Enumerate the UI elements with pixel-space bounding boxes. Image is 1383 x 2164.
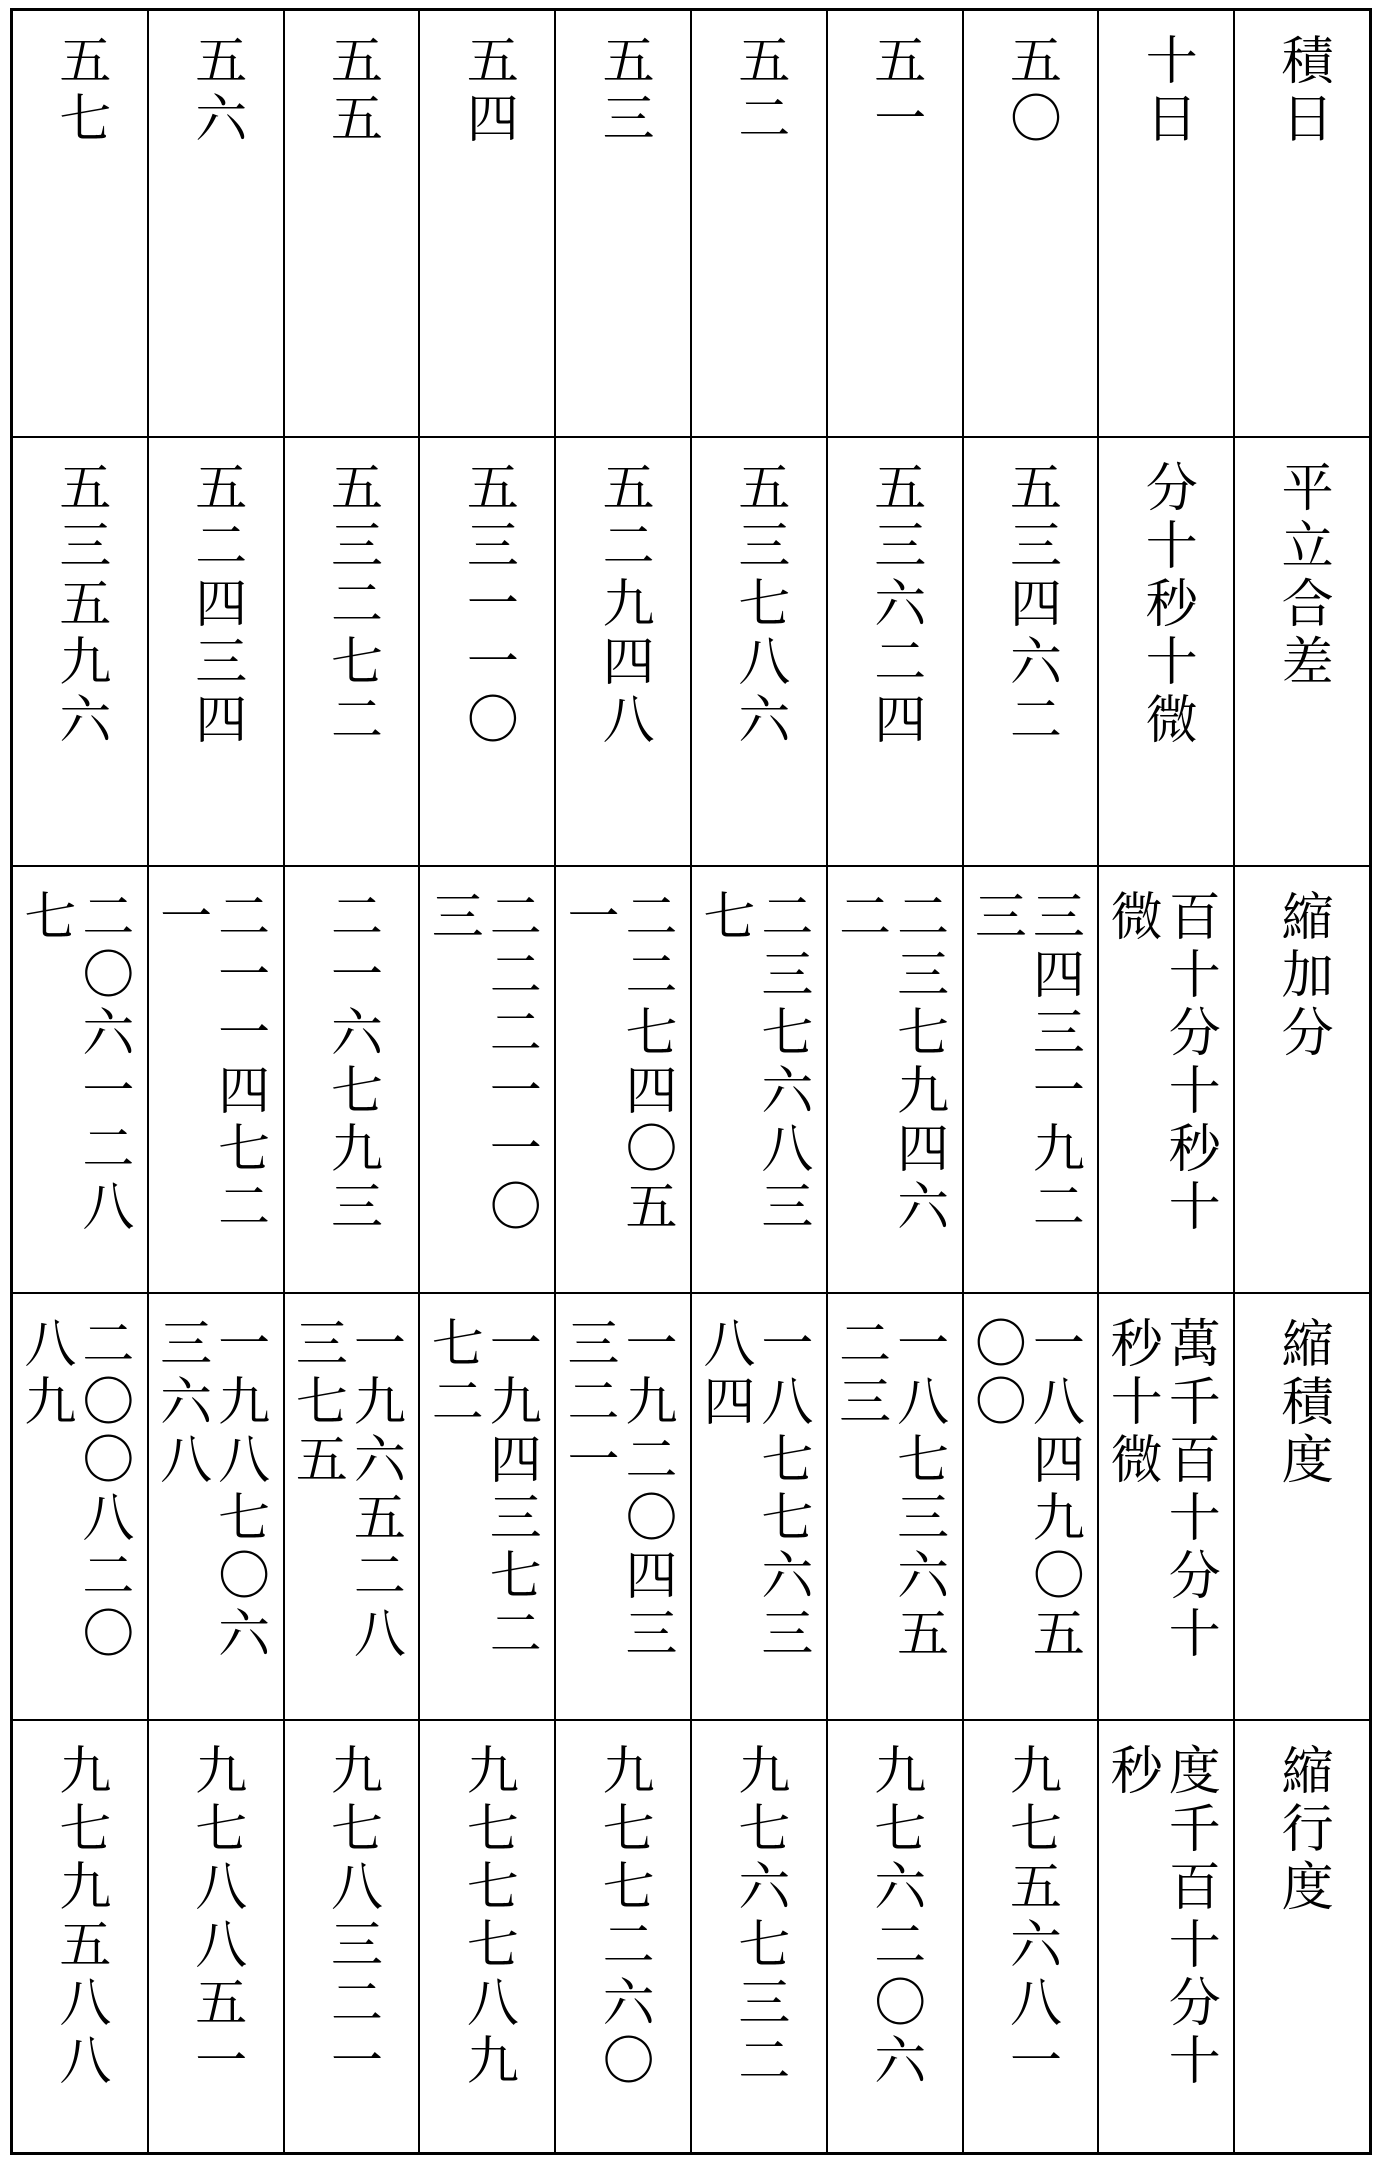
cell-main-text: 一九四三七二 xyxy=(480,1315,541,1664)
cell-main-text: 一八七三六五 xyxy=(887,1315,948,1664)
cell-text: 九七八八五一 xyxy=(185,1743,246,2092)
cell-sub-text: 三二一 xyxy=(558,1315,619,1490)
cell-text: 五三 xyxy=(593,33,654,149)
cell-sub-text: 秒 xyxy=(1101,1743,1162,1802)
table-column-9 xyxy=(13,11,147,2152)
table-cell-contraction-add xyxy=(556,867,690,1293)
table-cell-contraction-motion xyxy=(828,1721,962,2152)
table-cell-contraction-degree xyxy=(964,1294,1098,1721)
cell-sub-text: 一 xyxy=(558,889,619,948)
cell-main-text: 二〇六一二八 xyxy=(72,889,133,1238)
cell-sub-text: 七 xyxy=(14,889,75,948)
cell-text: 五四 xyxy=(457,33,518,149)
table-cell-contraction-add xyxy=(828,867,962,1293)
astronomical-table xyxy=(10,8,1372,2155)
cell-sub-text: 秒十微 xyxy=(1101,1315,1162,1490)
cell-main-text: 一九六五二八 xyxy=(344,1315,405,1664)
cell-main-text: 一九二〇四三 xyxy=(616,1315,677,1664)
cell-text: 五二四三四 xyxy=(185,460,246,751)
table-cell-accumulated-days xyxy=(828,11,962,438)
table-cell-accumulated-days xyxy=(149,11,283,438)
cell-main-text: 三四三一九二 xyxy=(1023,889,1084,1238)
table-cell-contraction-motion xyxy=(420,1721,554,2152)
cell-main-text: 二二二一一〇 xyxy=(480,889,541,1238)
cell-main-text: 二三七九四六 xyxy=(887,889,948,1238)
table-cell-contraction-degree xyxy=(828,1294,962,1721)
table-column-4 xyxy=(690,11,826,2152)
table-cell-accumulated-days xyxy=(13,11,147,438)
cell-main-text: 二〇〇八二〇 xyxy=(72,1315,133,1664)
table-cell-contraction-degree xyxy=(692,1294,826,1721)
table-cell-second-difference xyxy=(1235,438,1369,867)
table-cell-contraction-add xyxy=(13,867,147,1293)
cell-text: 縮行度 xyxy=(1272,1743,1333,1918)
cell-sub-text: 二 xyxy=(829,889,890,948)
table-cell-contraction-degree xyxy=(285,1294,419,1721)
cell-sub-text: 八九 xyxy=(14,1315,75,1432)
table-cell-second-difference xyxy=(828,438,962,867)
table-cell-accumulated-days xyxy=(556,11,690,438)
cell-text: 五三二七二 xyxy=(321,460,382,751)
cell-text: 分十秒十微 xyxy=(1136,460,1197,751)
cell-text: 縮加分 xyxy=(1272,889,1333,1064)
cell-main-text: 二三七六八三 xyxy=(751,889,812,1238)
table-column-5 xyxy=(554,11,690,2152)
table-column-0 xyxy=(1233,11,1369,2152)
cell-sub-text: 三七五 xyxy=(286,1315,347,1490)
cell-main-text: 二二七四〇五 xyxy=(616,889,677,1238)
table-cell-contraction-add xyxy=(964,867,1098,1293)
cell-sub-text: 一 xyxy=(150,889,211,948)
cell-text: 五三四六二 xyxy=(1000,460,1061,751)
cell-text: 五七 xyxy=(49,33,110,149)
cell-text: 九七七七八九 xyxy=(457,1743,518,2092)
cell-main-text: 一八四九〇五 xyxy=(1023,1315,1084,1664)
table-column-1 xyxy=(1097,11,1233,2152)
table-cell-contraction-degree xyxy=(556,1294,690,1721)
table-cell-contraction-add xyxy=(692,867,826,1293)
cell-text: 九七五六八一 xyxy=(1000,1743,1061,2092)
cell-sub-text: 微 xyxy=(1101,889,1162,948)
table-column-2 xyxy=(962,11,1098,2152)
table-cell-contraction-motion xyxy=(285,1721,419,2152)
table-cell-contraction-add xyxy=(149,867,283,1293)
cell-text: 五二 xyxy=(728,33,789,149)
table-cell-contraction-degree xyxy=(420,1294,554,1721)
cell-sub-text: 二三 xyxy=(829,1315,890,1432)
cell-text: 九七七二六〇 xyxy=(593,1743,654,2092)
table-cell-contraction-degree xyxy=(1099,1294,1233,1721)
table-cell-second-difference xyxy=(964,438,1098,867)
table-cell-contraction-add xyxy=(285,867,419,1293)
table-cell-contraction-add xyxy=(1235,867,1369,1293)
cell-text: 縮積度 xyxy=(1272,1315,1333,1490)
cell-sub-text: 七 xyxy=(693,889,754,948)
cell-main-text: 一八七七六三 xyxy=(751,1315,812,1664)
cell-main-text: 一九八七〇六 xyxy=(208,1315,269,1664)
table-cell-second-difference xyxy=(149,438,283,867)
cell-text: 五六 xyxy=(185,33,246,149)
table-cell-accumulated-days xyxy=(420,11,554,438)
cell-main-text: 百十分十秒十 xyxy=(1159,889,1220,1238)
cell-main-text: 二一一四七二 xyxy=(208,889,269,1238)
table-cell-second-difference xyxy=(692,438,826,867)
cell-text: 五五 xyxy=(321,33,382,149)
table-cell-second-difference xyxy=(420,438,554,867)
cell-text: 九七六二〇六 xyxy=(864,1743,925,2092)
cell-sub-text: 三六八 xyxy=(150,1315,211,1490)
cell-text: 九七六七三二 xyxy=(728,1743,789,2092)
cell-text: 九七八三二一 xyxy=(321,1743,382,2092)
table-cell-accumulated-days xyxy=(1235,11,1369,438)
cell-text: 五三五九六 xyxy=(49,460,110,751)
table-cell-second-difference xyxy=(285,438,419,867)
table-column-7 xyxy=(283,11,419,2152)
cell-main-text: 萬千百十分十 xyxy=(1159,1315,1220,1664)
cell-text: 十日 xyxy=(1136,33,1197,149)
cell-main-text: 度千百十分十 xyxy=(1159,1743,1220,2092)
cell-text: 五三六二四 xyxy=(864,460,925,751)
table-cell-contraction-add xyxy=(420,867,554,1293)
table-cell-accumulated-days xyxy=(964,11,1098,438)
cell-text: 五二九四八 xyxy=(593,460,654,751)
table-cell-contraction-degree xyxy=(1235,1294,1369,1721)
table-cell-accumulated-days xyxy=(692,11,826,438)
cell-text: 積日 xyxy=(1272,33,1333,149)
table-cell-contraction-add xyxy=(1099,867,1233,1293)
table-cell-contraction-motion xyxy=(556,1721,690,2152)
table-cell-accumulated-days xyxy=(1099,11,1233,438)
table-cell-contraction-motion xyxy=(149,1721,283,2152)
cell-text: 五〇 xyxy=(1000,33,1061,149)
table-cell-second-difference xyxy=(556,438,690,867)
table-cell-contraction-motion xyxy=(1235,1721,1369,2152)
cell-sub-text: 〇〇 xyxy=(965,1315,1026,1432)
table-column-6 xyxy=(418,11,554,2152)
table-cell-second-difference xyxy=(13,438,147,867)
table-cell-contraction-motion xyxy=(13,1721,147,2152)
table-cell-contraction-degree xyxy=(149,1294,283,1721)
cell-sub-text: 三 xyxy=(965,889,1026,948)
table-cell-second-difference xyxy=(1099,438,1233,867)
cell-sub-text: 七二 xyxy=(422,1315,483,1432)
cell-text: 五三一一〇 xyxy=(457,460,518,751)
cell-text: 九七九五八八 xyxy=(49,1743,110,2092)
table-cell-contraction-degree xyxy=(13,1294,147,1721)
table-cell-contraction-motion xyxy=(1099,1721,1233,2152)
table-cell-contraction-motion xyxy=(692,1721,826,2152)
table-column-8 xyxy=(147,11,283,2152)
cell-text: 二一六七九三 xyxy=(321,889,382,1238)
cell-text: 平立合差 xyxy=(1272,460,1333,693)
table-column-3 xyxy=(826,11,962,2152)
table-cell-accumulated-days xyxy=(285,11,419,438)
cell-text: 五一 xyxy=(864,33,925,149)
cell-sub-text: 八四 xyxy=(693,1315,754,1432)
cell-sub-text: 三 xyxy=(422,889,483,948)
table-cell-contraction-motion xyxy=(964,1721,1098,2152)
cell-text: 五三七八六 xyxy=(728,460,789,751)
